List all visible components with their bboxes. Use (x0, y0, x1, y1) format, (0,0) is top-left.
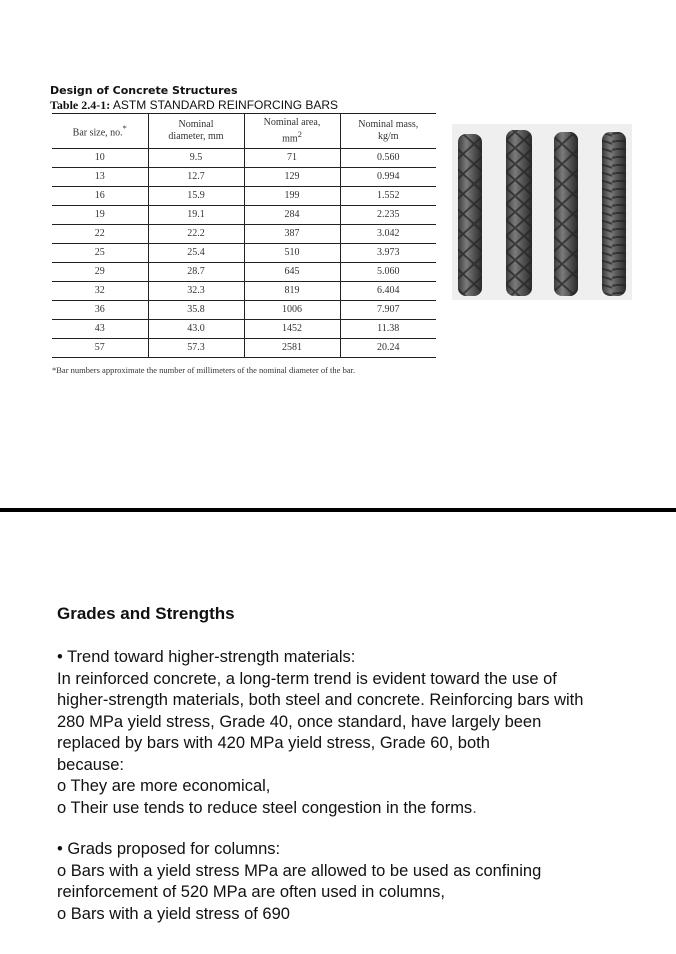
cell-diameter: 43.0 (148, 320, 244, 339)
bullet-higher-strength-last-text: o Their use tends to reduce steel congestion in the forms (57, 798, 473, 817)
cell-bar-size: 29 (52, 263, 148, 282)
bullet-higher-strength-line: replaced by bars with 420 MPa yield stress, Grade 60, both (57, 734, 490, 752)
cell-mass: 7.907 (340, 301, 436, 320)
cell-mass: 20.24 (340, 339, 436, 358)
cell-mass: 2.235 (340, 206, 436, 225)
bullet-columns-line: o Bars with a yield stress MPa are allowed to be used as confining (57, 861, 542, 880)
cell-mass: 5.060 (340, 263, 436, 282)
cell-area: 71 (244, 149, 340, 168)
grades-and-strengths-section (57, 603, 657, 925)
header-mass (340, 114, 436, 149)
cell-mass: 0.560 (340, 149, 436, 168)
bullet-columns-line: o Bars with a yield stress of 690 (57, 904, 290, 923)
cell-diameter: 9.5 (148, 149, 244, 168)
header-area-sup: 2 (297, 129, 302, 139)
bullet-columns-line: reinforcement of 520 MPa are often used in columns, (57, 883, 445, 901)
bullet-higher-strength-line: because: (57, 755, 124, 774)
cell-bar-size: 22 (52, 225, 148, 244)
table-row (52, 149, 436, 168)
cell-bar-size: 32 (52, 282, 148, 301)
cell-area: 819 (244, 282, 340, 301)
bullet-higher-strength-line: 280 MPa yield stress, Grade 40, once standard, have largely been (57, 712, 542, 731)
cell-area: 1452 (244, 320, 340, 339)
bullet-higher-strength-line: o They are more economical, (57, 777, 271, 795)
cell-bar-size: 19 (52, 206, 148, 225)
cell-area: 645 (244, 263, 340, 282)
cell-mass: 3.042 (340, 225, 436, 244)
cell-mass: 0.994 (340, 168, 436, 187)
section-divider (0, 508, 676, 512)
table-row (52, 168, 436, 187)
table-row (52, 225, 436, 244)
cell-diameter: 15.9 (148, 187, 244, 206)
cell-bar-size: 13 (52, 168, 148, 187)
table-row (52, 301, 436, 320)
deformed-rebar-photo-icon (452, 124, 632, 300)
header-diameter-line1: Nominal (178, 119, 214, 130)
header-area-line2: mm (282, 133, 298, 145)
table-row (52, 206, 436, 225)
cell-diameter: 22.2 (148, 225, 244, 244)
cell-area: 387 (244, 225, 340, 244)
cell-mass: 6.404 (340, 282, 436, 301)
table-caption (50, 98, 338, 113)
table-footnote: *Bar numbers approximate the number of millimeters of the nominal diameter of the bar. (52, 365, 356, 375)
cell-mass: 3.973 (340, 244, 436, 263)
table-caption-text: ASTM STANDARD REINFORCING BARS (112, 98, 339, 112)
cell-area: 129 (244, 168, 340, 187)
cell-diameter: 19.1 (148, 206, 244, 225)
table-row (52, 187, 436, 206)
header-mass-line2: kg/m (377, 131, 399, 142)
cell-diameter: 25.4 (148, 244, 244, 263)
cell-mass: 1.552 (340, 187, 436, 206)
cell-area: 199 (244, 187, 340, 206)
section-heading: Grades and Strengths (57, 604, 235, 623)
cell-area: 2581 (244, 339, 340, 358)
header-area-line1: Nominal area, (263, 116, 321, 128)
table-row (52, 339, 436, 358)
book-title: Design of Concrete Structures (50, 84, 238, 97)
cell-bar-size: 25 (52, 244, 148, 263)
cell-bar-size: 57 (52, 339, 148, 358)
header-diameter-line2: diameter, mm (168, 131, 224, 142)
bullet-higher-strength-line: In reinforced concrete, a long-term trend is evident toward the use of (57, 669, 557, 688)
rebar-table (52, 113, 436, 358)
cell-diameter: 32.3 (148, 282, 244, 301)
table-row (52, 263, 436, 282)
cell-diameter: 57.3 (148, 339, 244, 358)
cell-area: 510 (244, 244, 340, 263)
bullet-columns-title: • Grads proposed for columns: (57, 840, 281, 858)
bullet-higher-strength-period: . (472, 798, 477, 817)
table-row (52, 320, 436, 339)
bullet-higher-strength-line: higher-strength materials, both steel and concrete. Reinforcing bars with (57, 691, 584, 709)
header-bar-size-label: Bar size, no. (72, 127, 123, 139)
cell-mass: 11.38 (340, 320, 436, 339)
cell-area: 284 (244, 206, 340, 225)
header-bar-size (52, 114, 148, 149)
table-row (52, 282, 436, 301)
table-caption-number: Table 2.4-1: (50, 98, 111, 112)
table-row (52, 244, 436, 263)
cell-bar-size: 36 (52, 301, 148, 320)
rebar-illustration (452, 124, 632, 300)
cell-diameter: 12.7 (148, 168, 244, 187)
cell-bar-size: 10 (52, 149, 148, 168)
bullet-higher-strength-line (57, 798, 657, 820)
cell-bar-size: 16 (52, 187, 148, 206)
cell-diameter: 28.7 (148, 263, 244, 282)
cell-area: 1006 (244, 301, 340, 320)
header-bar-size-mark: * (122, 123, 127, 133)
cell-diameter: 35.8 (148, 301, 244, 320)
cell-bar-size: 43 (52, 320, 148, 339)
header-area (244, 114, 340, 149)
header-mass-line1: Nominal mass, (358, 119, 419, 130)
header-diameter (148, 114, 244, 149)
table-header-row (52, 114, 436, 149)
bullet-higher-strength-title: • Trend toward higher-strength materials: (57, 648, 356, 666)
